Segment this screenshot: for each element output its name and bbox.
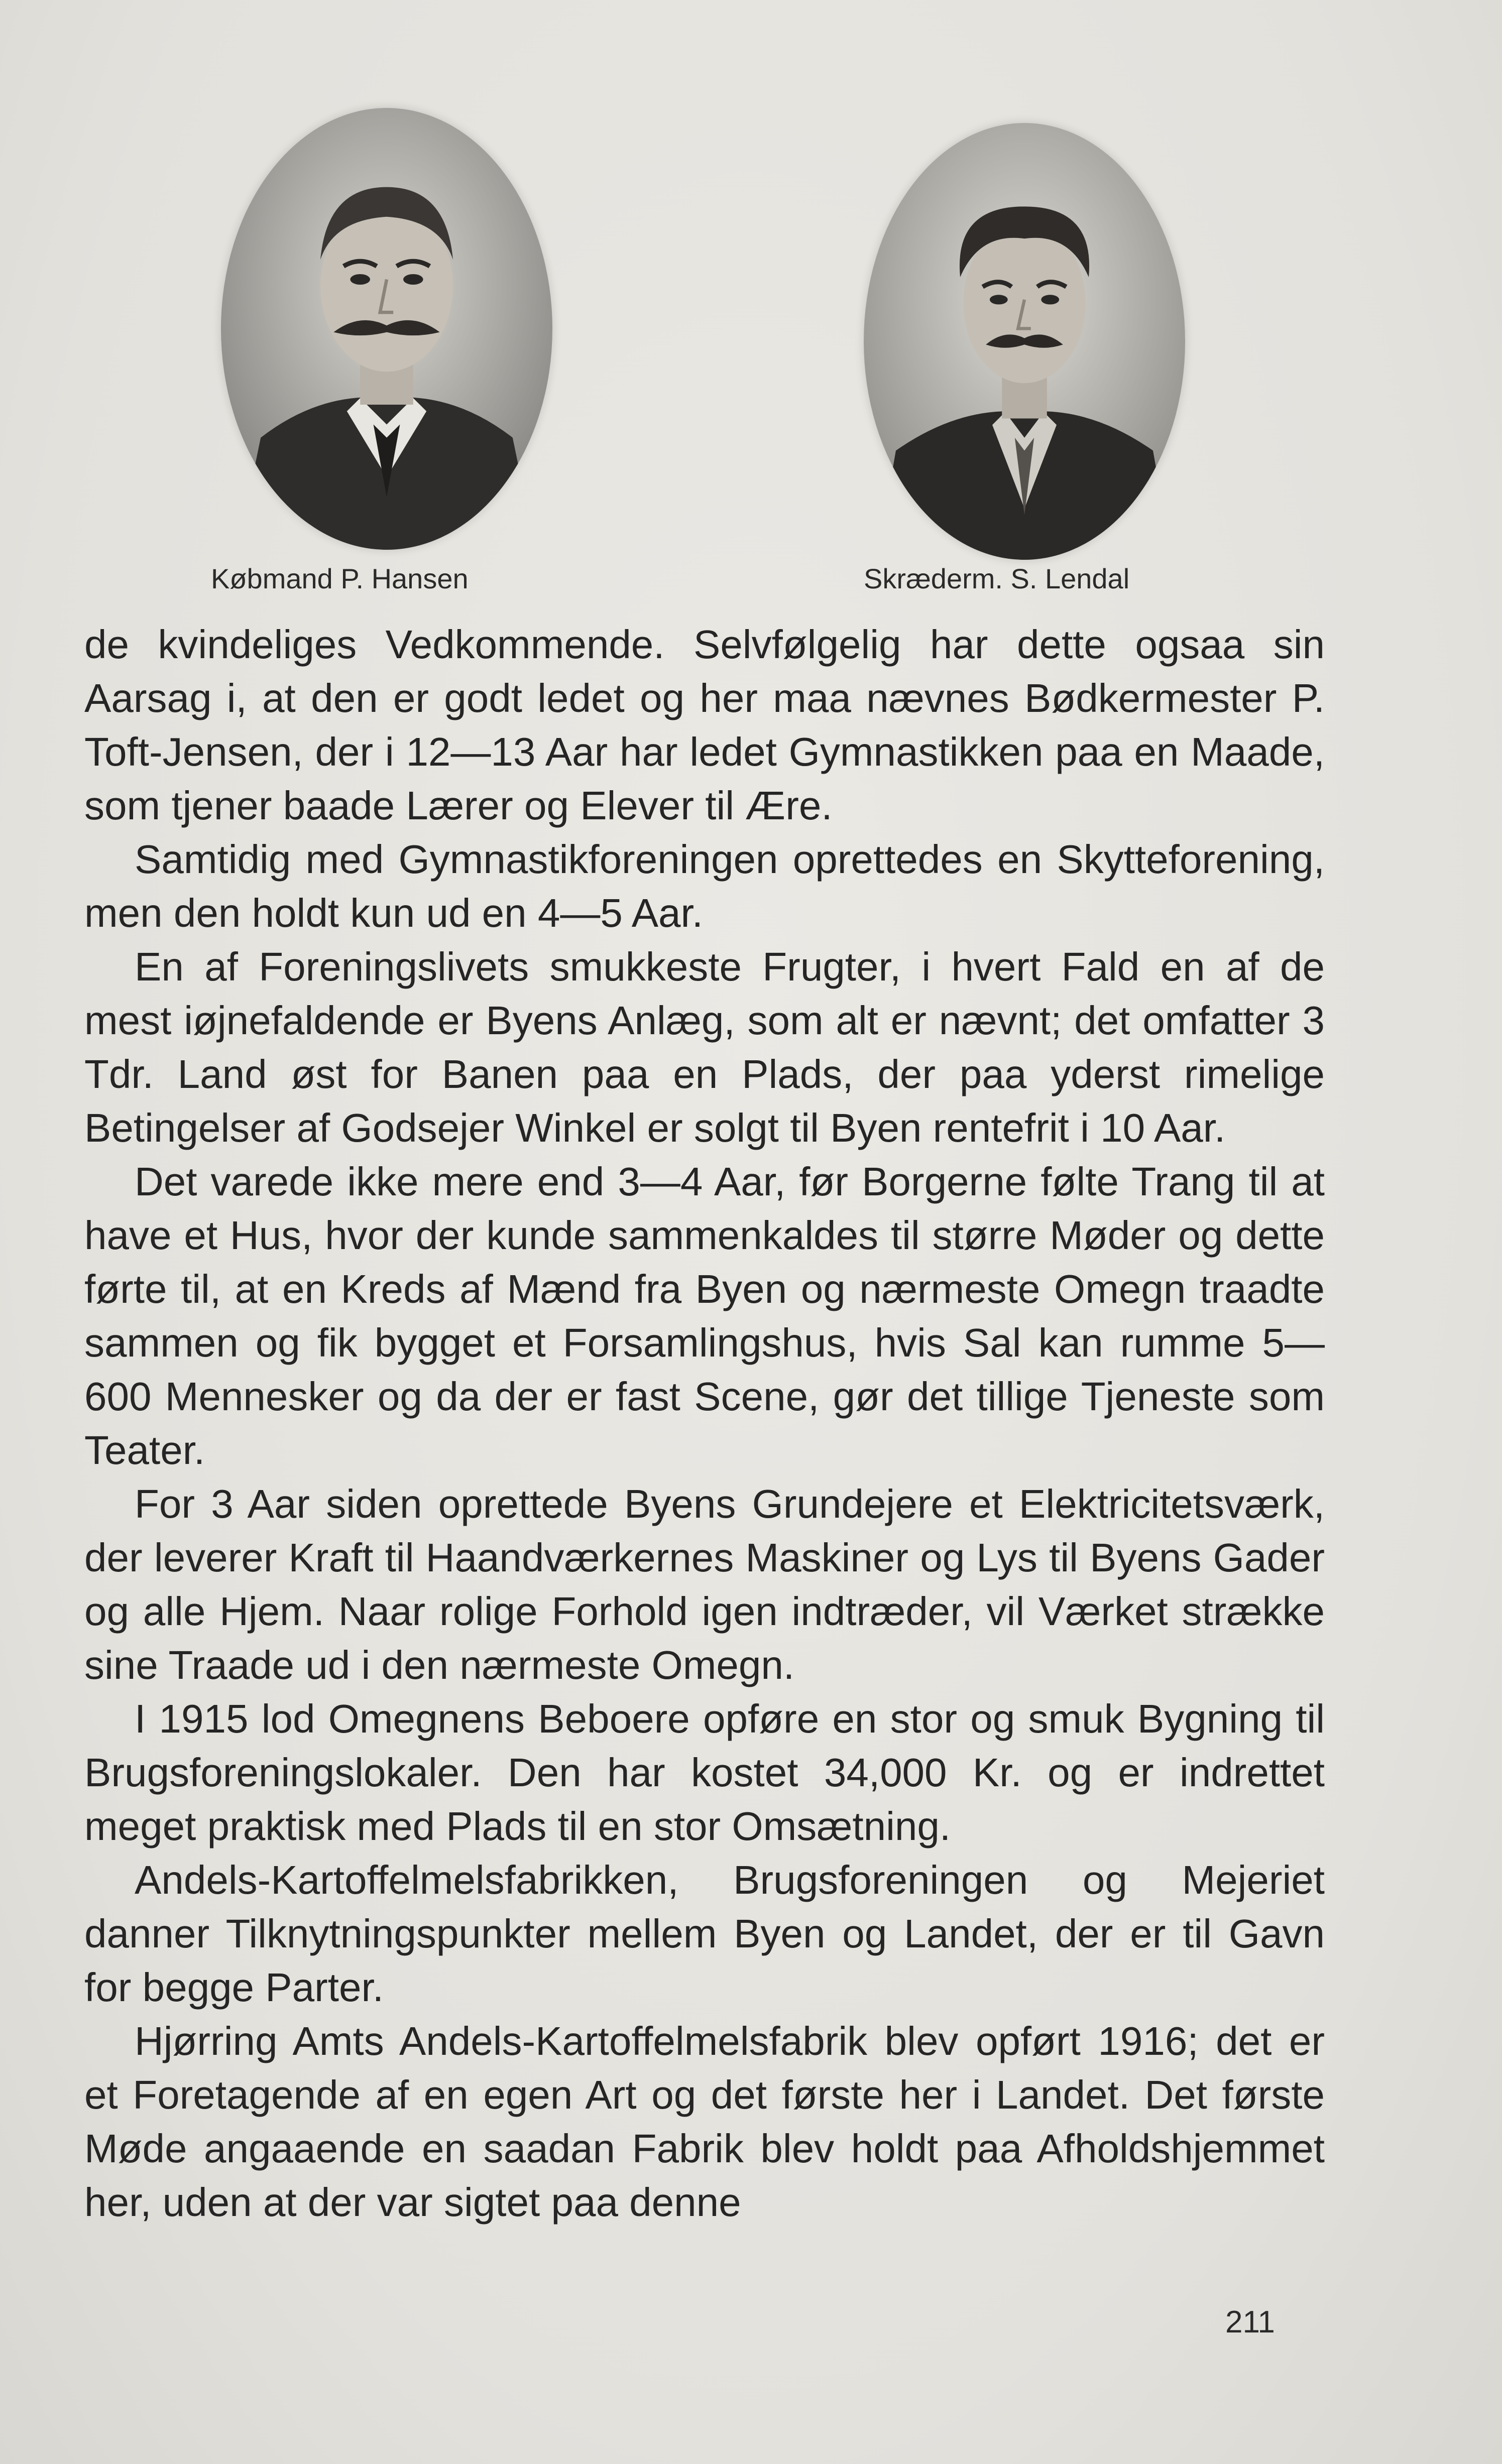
paragraph: I 1915 lod Omegnens Beboere opføre en stor og smuk Bygning til Brugsforeningslokaler. Den har kostet 34,000 Kr. og er indrettet meget praktisk med Plads til en stor Omsætning.	[84, 1696, 1325, 1849]
portrait-caption-left: Købmand P. Hansen	[211, 563, 469, 594]
portrait-caption-right: Skræderm. S. Lendal	[864, 563, 1130, 594]
body-text	[84, 618, 1325, 2229]
portrait-skraederm-lendal	[864, 123, 1185, 560]
paragraph: Hjørring Amts Andels-Kartoffelmelsfabrik blev opført 1916; det er et Foretagende af en egen Art og det første her i Landet. Det første Møde angaaende en saadan Fabrik blev holdt paa Afholdshjemmet her, uden at der var sigtet paa denne	[84, 2019, 1325, 2225]
portrait-photo-left	[221, 108, 552, 550]
portrait-photo-right	[864, 123, 1185, 560]
paragraph: For 3 Aar siden oprettede Byens Grundejere et Elektricitetsværk, der leverer Kraft til Haandværkernes Maskiner og Lys til Byens Gader og alle Hjem. Naar rolige Forhold igen indtræder, vil Værket strække sine Traade ud i den nærmeste Omegn.	[84, 1482, 1325, 1687]
paragraph: de kvindeliges Vedkommende. Selvfølgelig har dette ogsaa sin Aarsag i, at den er godt ledet og her maa nævnes Bødkermester P. Toft-Jensen, der i 12—13 Aar har ledet Gymnastikken paa en Maade, som tjener baade Lærer og Elever til Ære.	[84, 622, 1325, 828]
page-number: 211	[1225, 2305, 1275, 2339]
paragraph: Det varede ikke mere end 3—4 Aar, før Borgerne følte Trang til at have et Hus, hvor der kunde sammenkaldes til større Møder og dette førte til, at en Kreds af Mænd fra Byen og nærmeste Omegn traadte sammen og fik bygget et Forsamlingshus, hvis Sal kan rumme 5—600 Mennesker og da der er fast Scene, gør det tillige Tjeneste som Teater.	[84, 1159, 1325, 1472]
paragraph: Andels-Kartoffelmelsfabrikken, Brugsforeningen og Mejeriet danner Tilknytningspunkter mellem Byen og Landet, der er til Gavn for begge Parter.	[84, 1858, 1325, 2010]
paragraph: En af Foreningslivets smukkeste Frugter, i hvert Fald en af de mest iøjnefaldende er Byens Anlæg, som alt er nævnt; det omfatter 3 Tdr. Land øst for Banen paa en Plads, der paa yderst rimelige Betingelser af Godsejer Winkel er solgt til Byen rentefrit i 10 Aar.	[84, 944, 1325, 1150]
paragraph: Samtidig med Gymnastikforeningen oprettedes en Skytteforening, men den holdt kun ud en 4—5 Aar.	[84, 837, 1325, 935]
portrait-kobmand-hansen	[221, 108, 552, 550]
